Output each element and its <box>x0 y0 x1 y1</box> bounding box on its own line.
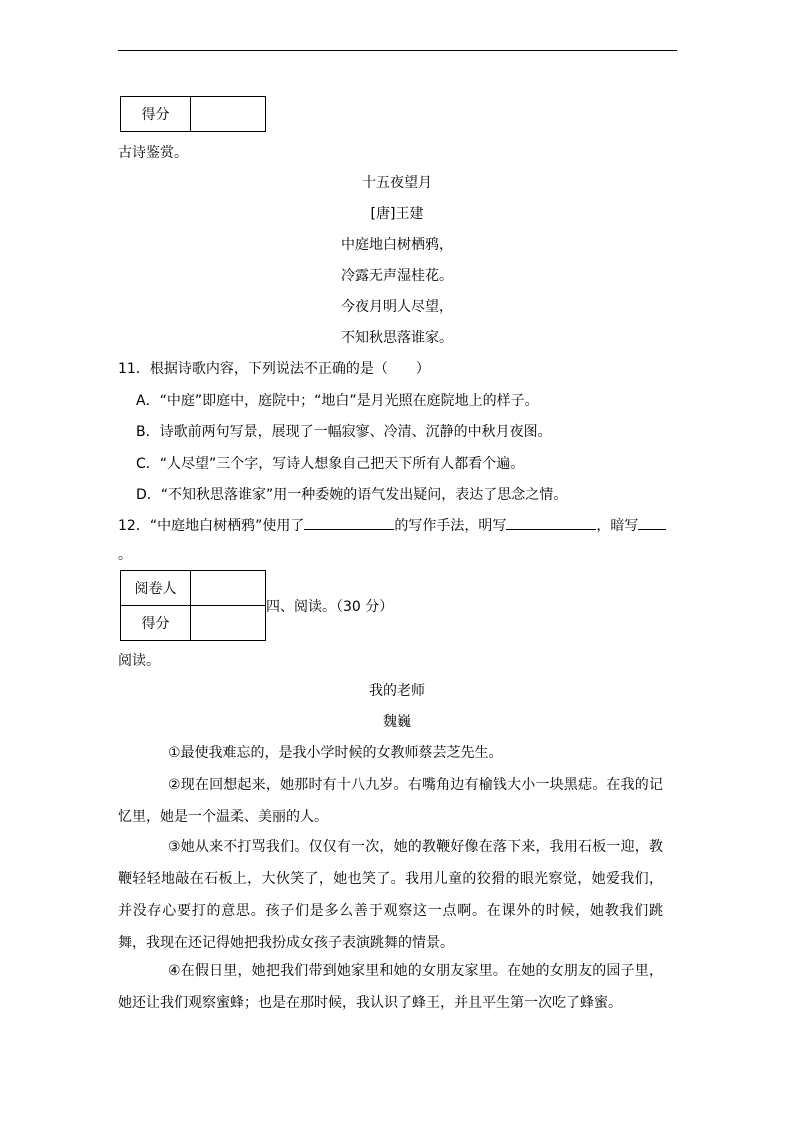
poem-line: 今夜月明人尽望， <box>341 299 453 315</box>
poem-line: 不知秋思落谁家。 <box>341 330 453 346</box>
header-rule <box>118 50 677 51</box>
q12-part2: 的写作手法，明写 <box>394 518 507 534</box>
essay-paragraph-4: ④在假日里，她把我们带到她家里和她的女朋友家里。在她的女朋友的园子里，她还让我们观察蜜蜂；也是在那时候，我认识了蜂王，并且平生第一次吃了蜂蜜。 <box>118 963 663 1011</box>
q12-part3: ，暗写 <box>596 518 639 534</box>
essay-author: 魏巍 <box>383 714 411 730</box>
score-value-cell[interactable] <box>191 97 266 132</box>
essay-title: 我的老师 <box>369 683 425 699</box>
grader-value-cell[interactable] <box>191 571 266 606</box>
poem-title: 十五夜望月 <box>362 175 432 191</box>
section4-heading: 四、阅读。（30 分） <box>266 599 394 615</box>
poem-line: 中庭地白树栖鸦， <box>341 237 453 253</box>
score-value-cell[interactable] <box>191 606 266 641</box>
score-box-top <box>120 96 266 132</box>
q11-option-d[interactable]: D．“不知秋思落谁家”用一种委婉的语气发出疑问，表达了思念之情。 <box>136 487 568 503</box>
q11-option-c[interactable]: C．“人尽望”三个字，写诗人想象自己把天下所有人都看个遍。 <box>136 456 525 472</box>
q11-option-b[interactable]: B．诗歌前两句写景，展现了一幅寂寥、冷清、沉静的中秋月夜图。 <box>136 424 552 440</box>
section-intro: 古诗鉴赏。 <box>118 145 188 161</box>
score-label: 得分 <box>121 606 191 641</box>
q12-part1: 12．“中庭地白树栖鸦”使用了 <box>118 518 305 534</box>
score-label: 得分 <box>121 97 191 132</box>
q11-stem: 11．根据诗歌内容，下列说法不正确的是（ ） <box>118 361 430 377</box>
q12-line <box>118 515 666 535</box>
reading-intro: 阅读。 <box>118 653 160 669</box>
poem-line: 冷露无声湿桂花。 <box>341 268 453 284</box>
essay-paragraph-2: ②现在回想起来，她那时有十八九岁。右嘴角边有榆钱大小一块黑痣。在我的记忆里，她是一个温柔、美丽的人。 <box>118 777 663 825</box>
q11-option-a[interactable]: A．“中庭”即庭中，庭院中；“地白”是月光照在庭院地上的样子。 <box>136 393 539 409</box>
essay-paragraph-3: ③她从来不打骂我们。仅仅有一次，她的教鞭好像在落下来，我用石板一迎，教鞭轻轻地敲在石板上，大伙笑了，她也笑了。我用儿童的狡猾的眼光察觉，她爱我们，并没存心要打的意思。孩子们是多么善于观察这一点啊。在课外的时候，她教我们跳舞，我现在还记得她把我扮成女孩子表演跳舞的情景。 <box>118 839 663 951</box>
poem-author: [唐]王建 <box>370 206 424 222</box>
q12-blank-explicit[interactable] <box>506 515 596 530</box>
q12-end: 。 <box>118 547 132 563</box>
q12-blank-implicit[interactable] <box>638 515 666 530</box>
score-box-mid <box>120 570 266 641</box>
q12-blank-technique[interactable] <box>304 515 394 530</box>
essay-paragraph-1: ①最使我难忘的，是我小学时候的女教师蔡芸芝先生。 <box>168 745 503 761</box>
grader-label: 阅卷人 <box>121 571 191 606</box>
